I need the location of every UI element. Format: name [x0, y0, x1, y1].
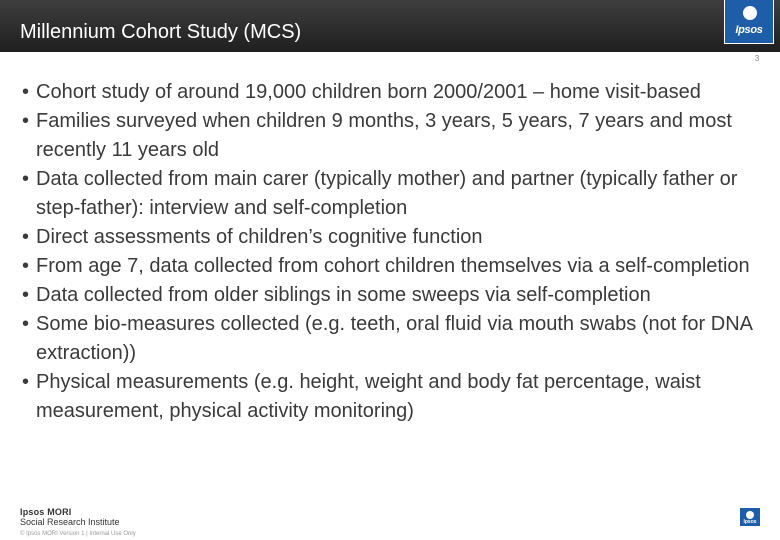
slide-header — [0, 0, 780, 52]
bullet-item: • Cohort study of around 19,000 children born 2000/2001 – home visit-based — [22, 78, 762, 107]
bullet-dot-icon: • — [22, 81, 30, 103]
bullet-item: • Physical measurements (e.g. height, weight and body fat percentage, waist measurement, physical activity monitoring) — [22, 368, 762, 426]
footer-ipsos-logo — [740, 508, 760, 526]
footer-brand — [20, 507, 120, 527]
logo-text: Ipsos — [735, 24, 763, 36]
footer-brand-name: Ipsos MORI — [20, 507, 72, 517]
bullet-item: • Direct assessments of children’s cognitive function — [22, 223, 762, 252]
page-number: 3 — [754, 54, 760, 63]
bullet-dot-icon: • — [22, 226, 30, 248]
bullet-dot-icon: • — [22, 255, 30, 277]
bullet-list — [22, 78, 762, 426]
footer-copyright: © Ipsos MORI Version 1 | Internal Use Only — [20, 531, 136, 537]
footer-brand-subtitle: Social Research Institute — [20, 517, 120, 527]
bullet-item: • Some bio-measures collected (e.g. teeth, oral fluid via mouth swabs (not for DNA extraction)) — [22, 310, 762, 368]
ipsos-logo — [724, 0, 774, 44]
bullet-item: • Data collected from main carer (typically mother) and partner (typically father or step-father): interview and self-completion — [22, 165, 762, 223]
slide-title: Millennium Cohort Study (MCS) — [20, 21, 302, 43]
bullet-item: • Families surveyed when children 9 months, 3 years, 5 years, 7 years and most recently 11 years old — [22, 107, 762, 165]
footer-logo-text: Ipsos — [743, 519, 757, 525]
bullet-item: • Data collected from older siblings in some sweeps via self-completion — [22, 281, 762, 310]
logo-bubble-icon — [743, 6, 757, 20]
bullet-dot-icon: • — [22, 284, 30, 306]
bullet-dot-icon: • — [22, 168, 30, 190]
bullet-item: • From age 7, data collected from cohort children themselves via a self-completion — [22, 252, 762, 281]
bullet-dot-icon: • — [22, 110, 30, 132]
bullet-dot-icon: • — [22, 313, 30, 335]
footer-logo-bubble-icon — [746, 511, 754, 519]
bullet-dot-icon: • — [22, 371, 30, 393]
